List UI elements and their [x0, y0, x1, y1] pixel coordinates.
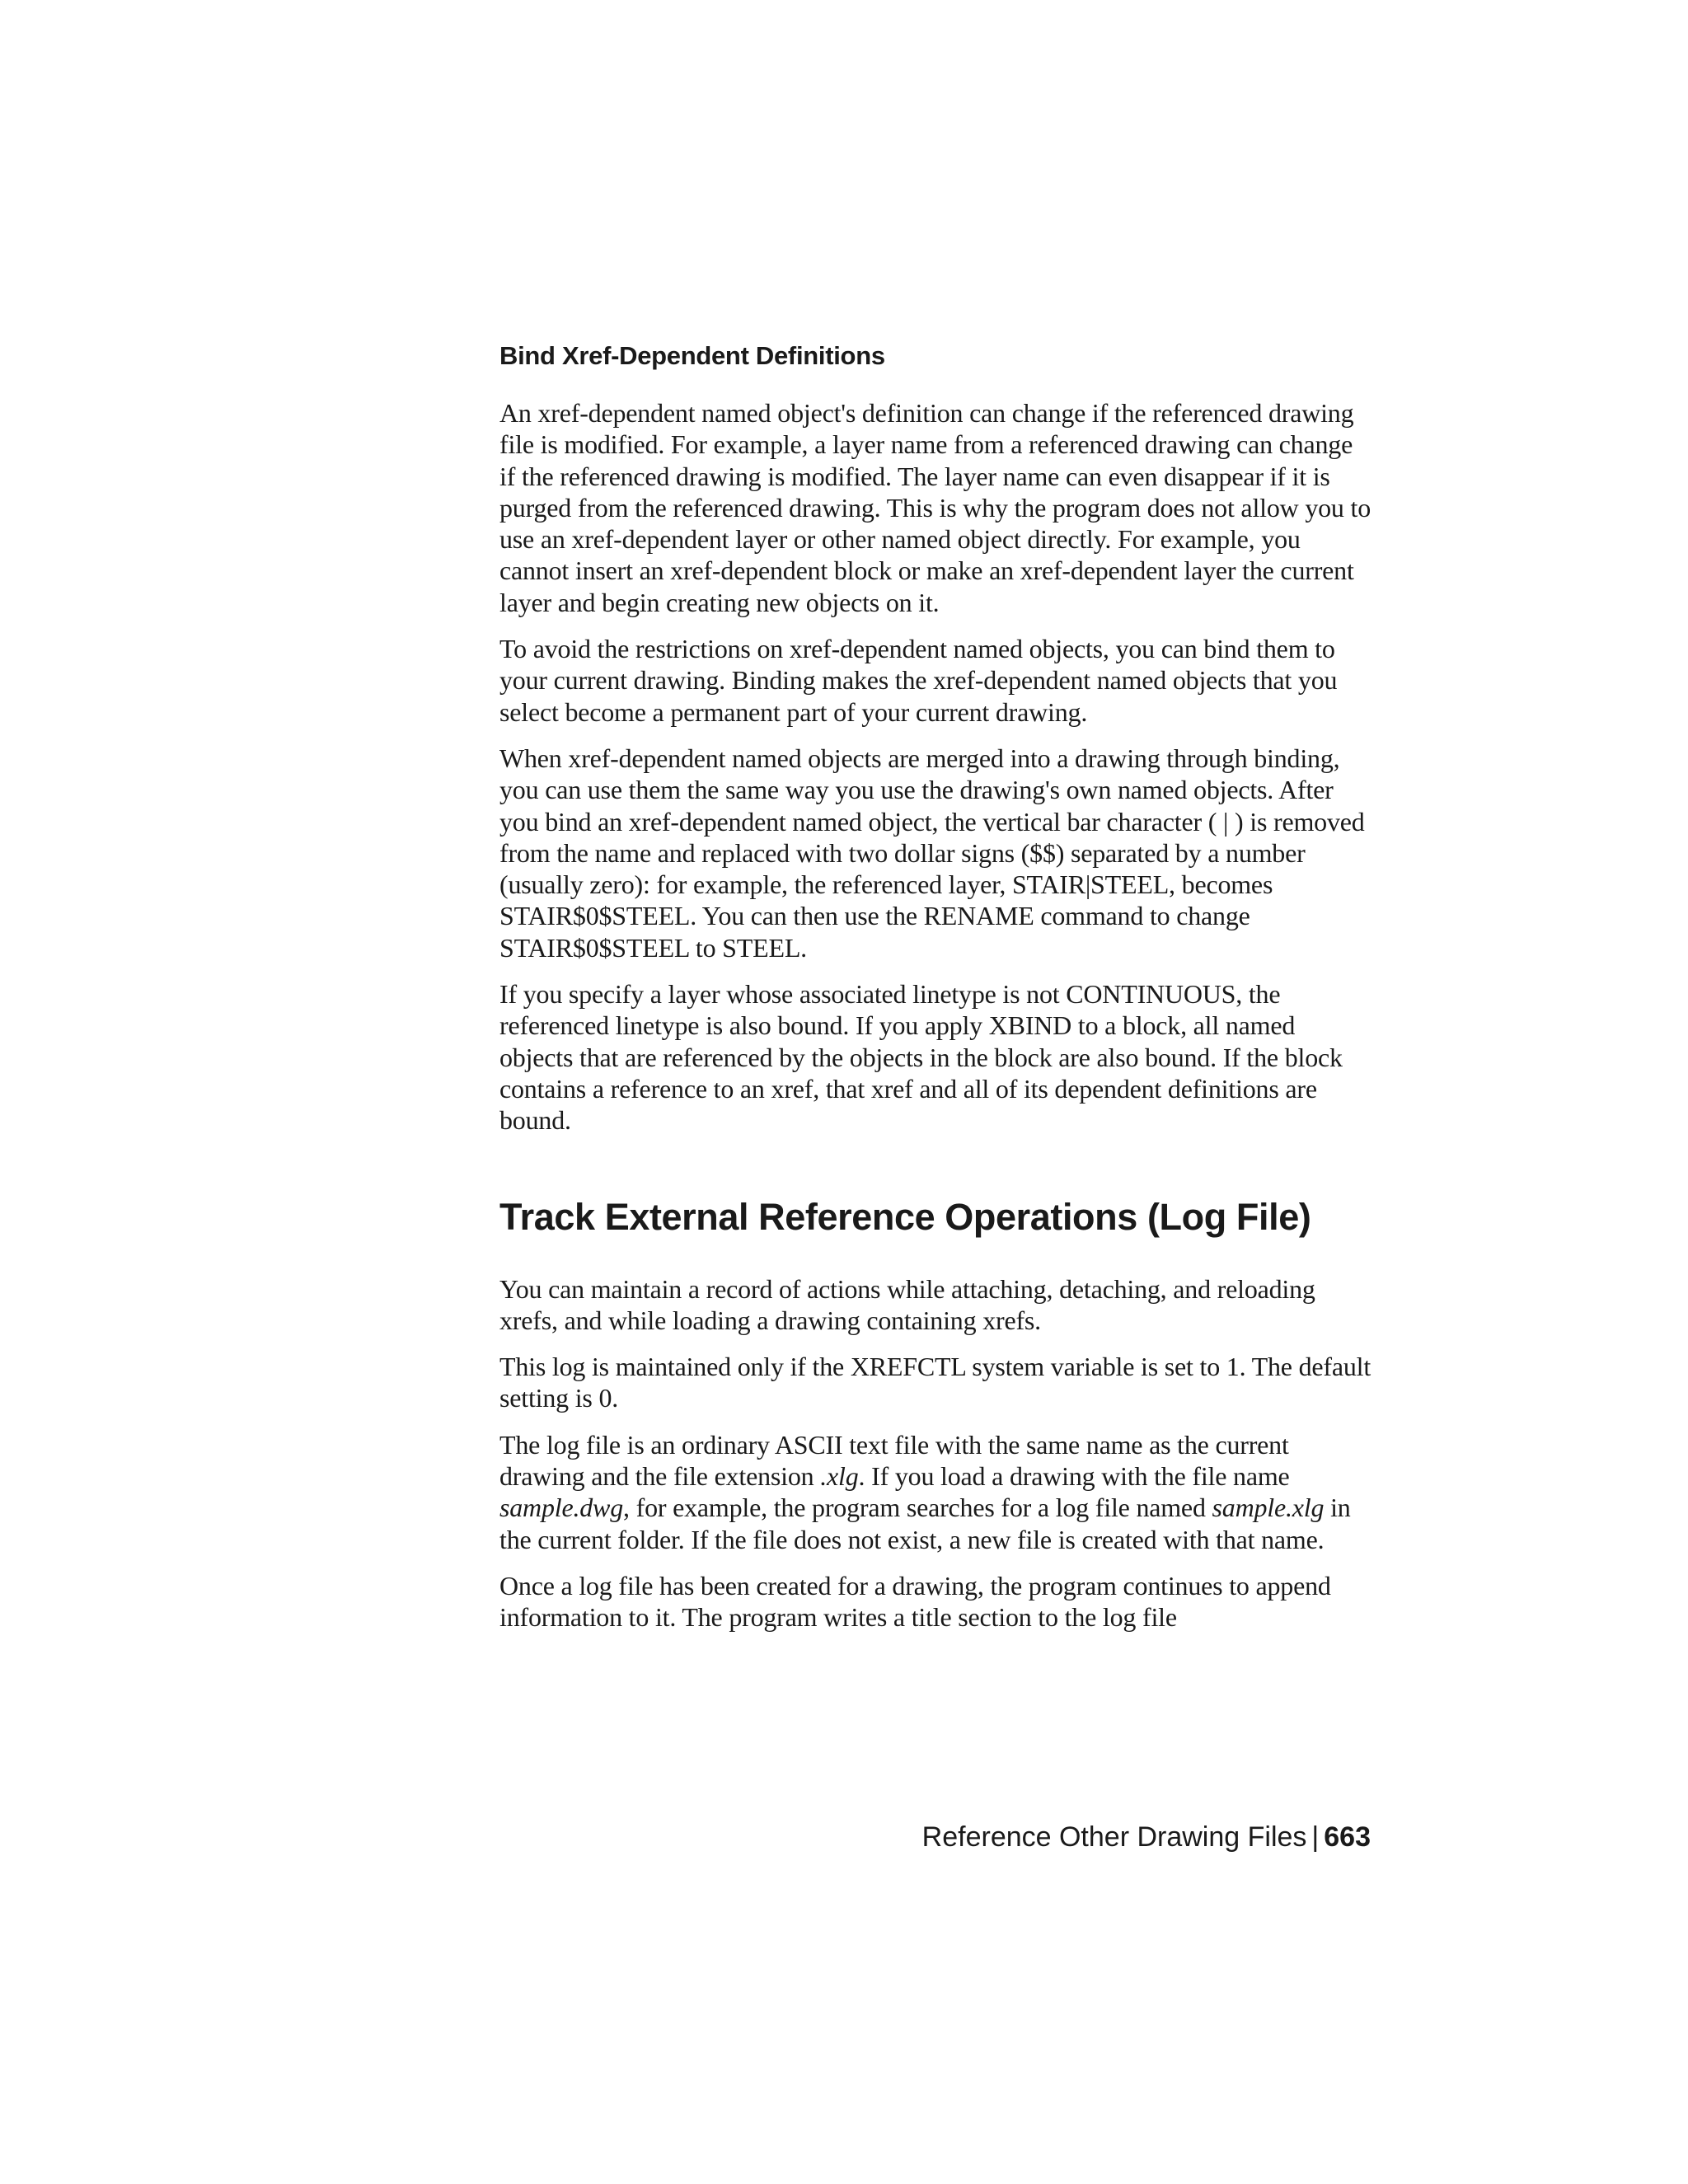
paragraph: To avoid the restrictions on xref-dependent named objects, you can bind them to your current drawing. Binding makes the xref-dependent named objects that you select become a permanent part of your current drawing. [499, 634, 1338, 727]
paragraph: This log is maintained only if the XREFCTL system variable is set to 1. The default setting is 0. [499, 1352, 1372, 1413]
text-run: The log file is an ordinary ASCII text file with the same name as the current drawing and the file extension [499, 1429, 1289, 1492]
file-name: sample.xlg [1212, 1493, 1325, 1523]
text-run: . If you load a drawing with the file name [858, 1461, 1290, 1492]
paragraph: An xref-dependent named object's definition can change if the referenced drawing file is modified. For example, a layer name from a referenced drawing can change if the referenced drawing is modified. The layer name can even disappear if it is purged from the referenced drawing. This is why the program does not allow you to use an xref-dependent layer or other named object directly. For example, you cannot insert an xref-dependent block or make an xref-dependent layer the current layer and begin creating new objects on it. [499, 398, 1372, 617]
paragraph: If you specify a layer whose associated linetype is not CONTINUOUS, the referenced linetype is also bound. If you apply XBIND to a block, all named objects that are referenced by the objects in the block are also bound. If the block contains a reference to an xref, that xref and all of its dependent definitions are bound. [499, 979, 1343, 1136]
paragraph: You can maintain a record of actions while attaching, detaching, and reloading xrefs, and while loading a drawing containing xrefs. [499, 1273, 1315, 1335]
page-footer [922, 1819, 1371, 1855]
chapter-title: Reference Other Drawing Files [921, 1821, 1307, 1853]
paragraph: When xref-dependent named objects are merged into a drawing through binding, you can use them the same way you use the drawing's own named objects. After you bind an xref-dependent named object, the vertical bar character ( | ) is removed from the name and replaced with two dollar signs ($$) separated by a number (usually zero): for example, the referenced layer, STAIR|STEEL, becomes STAIR$0$STEEL. You can then use the RENAME command to change STAIR$0$STEEL to STEEL. [499, 743, 1365, 963]
file-name: sample.dwg [499, 1493, 624, 1523]
page-number: 663 [1324, 1821, 1371, 1853]
footer-separator: | [1311, 1821, 1320, 1853]
subsection-heading: Bind Xref-Dependent Definitions [499, 341, 885, 370]
page-content [499, 340, 1373, 1648]
text-run: in the current folder. If the file does not exist, a new file is created with that name. [499, 1493, 1351, 1554]
section-heading: Track External Reference Operations (Log File) [499, 1195, 1311, 1238]
file-extension: .xlg [820, 1461, 859, 1492]
paragraph [499, 1429, 1373, 1555]
text-run: , for example, the program searches for a log file named [623, 1493, 1212, 1523]
paragraph: Once a log file has been created for a drawing, the program continues to append information to it. The program writes a title section to the log file [499, 1570, 1331, 1633]
